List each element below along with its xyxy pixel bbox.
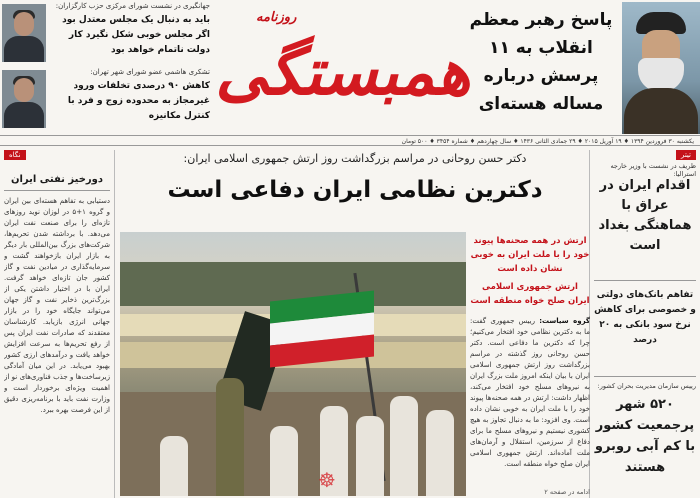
promo-tashakori[interactable] [0, 66, 212, 132]
logo-text: همبستگی [215, 35, 471, 110]
main-story-body [470, 316, 590, 492]
divider [594, 280, 696, 281]
story-banks[interactable]: تفاهم بانک‌های دولتی و خصوصی برای کاهش نرخ سود بانکی به ۲۰ درصد [594, 290, 696, 345]
masthead [0, 0, 700, 136]
leader-promo-headline: پاسخ رهبر معظم انقلاب به ۱۱ پرسش درباره مساله هسته‌ای [469, 10, 613, 114]
promo-kicker: جهانگیری در نشست شورای مرکزی حزب کارگزاران: [55, 2, 210, 10]
story-kicker: ظریف در نشست با وزیر خارجه استرالیا: [610, 162, 696, 178]
left-promo [0, 0, 212, 134]
logo-kicker: روزنامه [256, 10, 297, 25]
section-tag: تیتر [676, 150, 696, 160]
body-lead: گروه سیاست: [539, 317, 590, 325]
opinion-title[interactable]: دورخیز نفتی ایران [10, 174, 104, 185]
opinion-body: دستیابی به تفاهم هسته‌ای بین ایران و گروه ۱+۵ در لوزان نوید روزهای تازه‌ای را برای صنعت نفت ایران می‌دهد. با برداشته شدن تحریم‌ها، شرکت‌های بزرگ بین‌المللی بار دیگر به بازار ایران بازخواهند گشت و سرمایه‌گذاری در میادین نفت و گاز کشور جان تازه‌ای خواهد گرفت. ایران با در اختیار داشتن یکی از بزرگ‌ترین ذخایر نفت و گاز جهان می‌تواند جایگاه خود را در بازار جهانی انرژی بازیابد. کارشناسان معتقدند که صادرات نفت ایران پس از رفع تحریم‌ها به سرعت افزایش خواهد یافت و درآمدهای ارزی کشور بهبود می‌یابد. در این میان آمادگی زیرساخت‌ها و جذب فناوری‌های نو از اهمیت ویژه‌ای برخوردار است و وزارت نفت باید با برنامه‌ریزی دقیق از این فرصت بهره ببرد. [4, 197, 110, 414]
main-story [120, 150, 590, 498]
dateline: یکشنبه ۳۰ فروردین ۱۳۹۴ ♦ ۱۹ آوریل ۲۰۱۵ ♦ ۲۹ جمادی الثانی ۱۴۳۶ ♦ سال چهاردهم ♦ شماره ۳۴۵۴ ♦ ۵۰۰ تومان [0, 135, 700, 146]
promo-jahangiri[interactable] [0, 0, 212, 66]
newspaper-logo [212, 0, 474, 134]
photo-caption-2: ارتش جمهوری اسلامی ایران صلح خواه منطقه است [470, 282, 590, 306]
jahangiri-photo [2, 4, 46, 62]
section-tag: نگاه [4, 150, 26, 160]
photo-caption: ارتش در همه صحنه‌ها پیوند خود را با ملت ایران به خوبی نشان داده است [470, 236, 590, 274]
right-column [589, 150, 700, 498]
body-text: رییس جمهوری گفت: ما به دکترین نظامی خود افتخار می‌کنیم؛ چرا که دکترین ما دفاعی است. دکتر حسن روحانی روز گذشته در مراسم بزرگداشت روز ارتش جمهوری اسلامی ایران با بیان اینکه امروز ملت بزرگ ایران به نیروهای مسلح خود افتخار می‌کند، اظهار داشت: ارتش در همه صحنه‌ها پیوند خود را با ملت ایران به خوبی نشان داده است. وی افزود: ما به دنبال تجاوز به هیچ کشوری نیستیم و نیروهای مسلح ما برای دفاع از سرزمین، استقلال و آرمان‌های ملت آماده‌اند. ارتش جمهوری اسلامی ایران صلح خواه منطقه است. [470, 317, 590, 468]
tashakori-photo [2, 70, 46, 128]
continued-link[interactable]: ادامه در صفحه ۲ [544, 488, 590, 496]
leader-portrait [622, 2, 700, 134]
site-watermark-icon: ☸ [318, 468, 336, 492]
divider [594, 376, 696, 377]
army-parade-photo [120, 232, 466, 496]
left-column [0, 150, 115, 498]
promo-text: باید به دنبال یک مجلس معتدل بود اگر مجلس خوبی شکل نگیرد کار دولت ناتمام خواهد بود [62, 15, 210, 55]
story-water[interactable]: ۵۲۰ شهر پرجمعیت کشور با کم آبی روبرو هستند [594, 397, 696, 475]
iran-flag [270, 291, 374, 368]
divider [4, 190, 110, 191]
main-headline[interactable]: دکترین نظامی ایران دفاعی است [167, 177, 543, 203]
main-pretitle: دکتر حسن روحانی در مراسم بزرگداشت روز ارتش جمهوری اسلامی ایران: [183, 152, 527, 165]
story-iraq[interactable]: اقدام ایران در عراق با هماهنگی بغداد است [598, 178, 692, 253]
story-kicker: رییس سازمان مدیریت بحران کشور: [597, 382, 696, 390]
promo-text: کاهش ۹۰ درصدی تخلفات ورود غیرمجاز به محدوده زوج و فرد با کنترل مکانیزه [67, 81, 210, 121]
leader-promo[interactable] [462, 2, 700, 134]
promo-kicker: تشکری هاشمی عضو شورای شهر تهران: [90, 68, 210, 76]
